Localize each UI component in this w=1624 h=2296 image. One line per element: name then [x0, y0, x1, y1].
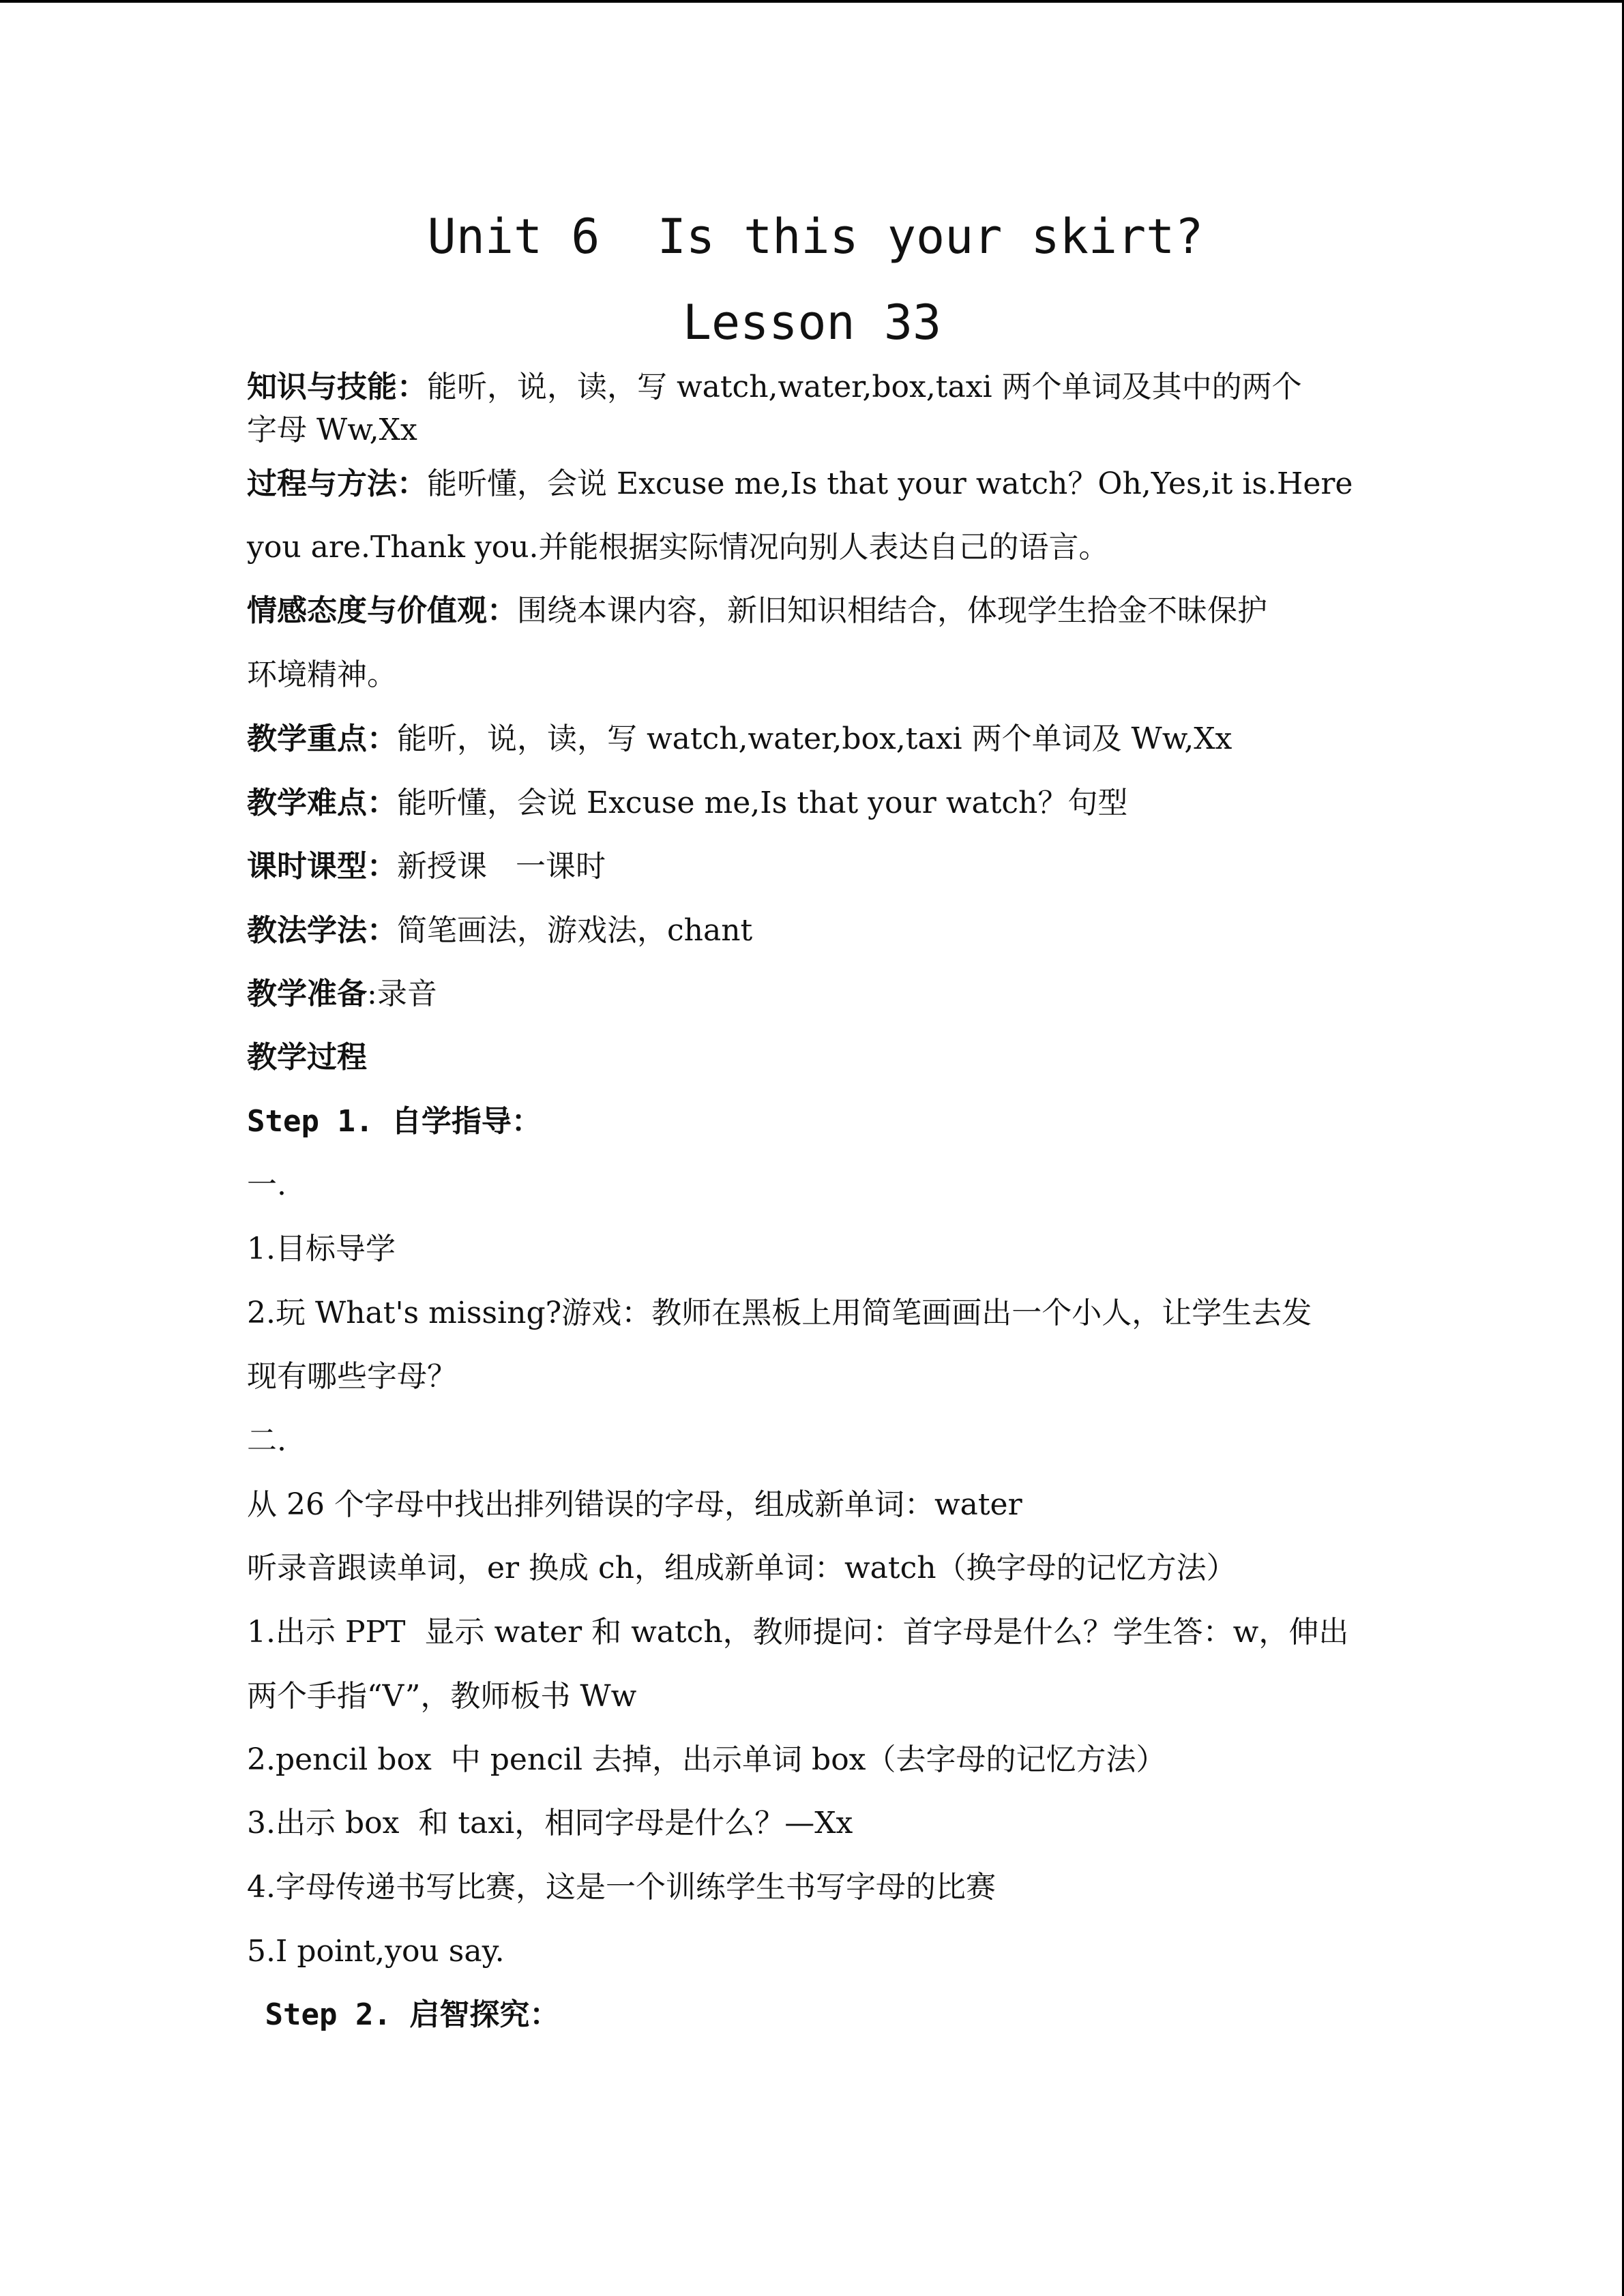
list-item: 4.字母传递书写比赛，这是一个训练学生书写字母的比赛	[247, 1870, 996, 1905]
difficulties	[247, 783, 1127, 824]
paragraph: 听录音跟读单词，er 换成 ch，组成新单词：watch（换字母的记忆方法）	[247, 1551, 1237, 1585]
paragraph: 从 26 个字母中找出排列错误的字母，组成新单词：water	[247, 1487, 1022, 1522]
teaching-methods-text: 简笔画法，游戏法，chant	[397, 913, 753, 948]
list-item: 5.I point,you say.	[247, 1934, 505, 1969]
step2-heading-cn: 启智探究：	[409, 1997, 560, 2032]
difficulties-label: 教学难点：	[247, 786, 397, 820]
objective-emotion-text: 围绕本课内容，新旧知识相结合，体现学生拾金不昧保护	[517, 593, 1267, 628]
objective-emotion-label: 情感态度与价值观：	[247, 593, 517, 628]
objective-process	[247, 464, 1353, 505]
lesson-type	[247, 846, 606, 887]
list-item-cont: 现有哪些字母？	[247, 1359, 457, 1394]
step2-heading	[247, 1995, 559, 2036]
step1-heading-en: Step 1.	[247, 1104, 392, 1139]
step1-heading-cn: 自学指导：	[391, 1104, 542, 1139]
teaching-prep-label: 教学准备	[247, 976, 367, 1011]
objective-process-text: 能听懂，会说 Excuse me,Is that your watch？Oh,Yes,it is.Here	[427, 466, 1353, 501]
lesson-title: Lesson 33	[682, 295, 942, 351]
objective-knowledge-text: 能听，说，读，写 watch,water,box,taxi 两个单词及其中的两个	[427, 370, 1302, 404]
top-border	[0, 0, 1624, 3]
list-item: 1.目标导学	[247, 1232, 396, 1266]
difficulties-text: 能听懂，会说 Excuse me,Is that your watch？句型	[397, 786, 1128, 820]
key-points	[247, 719, 1232, 760]
teaching-prep	[247, 974, 437, 1015]
objective-process-cont: you are.Thank you.并能根据实际情况向别人表达自己的语言。	[247, 530, 1109, 565]
step2-heading-en: Step 2.	[247, 1997, 410, 2032]
objective-knowledge-label: 知识与技能：	[247, 370, 427, 404]
unit-title: Unit 6 Is this your skirt?	[427, 209, 1204, 265]
list-item: 3.出示 box 和 taxi，相同字母是什么？—Xx	[247, 1806, 853, 1840]
objective-knowledge-cont: 字母 Ww,Xx	[247, 413, 417, 447]
lesson-type-label: 课时课型：	[247, 849, 397, 884]
list-item-cont: 两个手指“V”，教师板书 Ww	[247, 1679, 637, 1714]
process-heading	[247, 1037, 367, 1078]
objective-emotion	[247, 591, 1267, 631]
part-two-marker: 二.	[247, 1423, 286, 1458]
list-item: 2.玩 What's missing?游戏：教师在黑板上用简笔画画出一个小人，让学生去发	[247, 1296, 1312, 1330]
key-points-label: 教学重点：	[247, 721, 397, 756]
step1-heading	[247, 1101, 542, 1142]
lesson-type-text: 新授课 一课时	[397, 849, 606, 884]
teaching-methods	[247, 910, 752, 951]
list-item: 2.pencil box 中 pencil 去掉，出示单词 box（去字母的记忆方法）	[247, 1742, 1166, 1777]
teaching-prep-text: :录音	[367, 976, 437, 1011]
key-points-text: 能听，说，读，写 watch,water,box,taxi 两个单词及 Ww,Xx	[397, 721, 1232, 756]
process-heading-label: 教学过程	[247, 1040, 367, 1075]
teaching-methods-label: 教法学法：	[247, 913, 397, 948]
objective-knowledge	[247, 367, 1302, 408]
part-one-marker: 一.	[247, 1167, 286, 1202]
objective-process-label: 过程与方法：	[247, 466, 427, 501]
list-item: 1.出示 PPT 显示 water 和 watch，教师提问：首字母是什么？学生答：w，伸出	[247, 1615, 1349, 1650]
objective-emotion-cont: 环境精神。	[247, 657, 397, 692]
